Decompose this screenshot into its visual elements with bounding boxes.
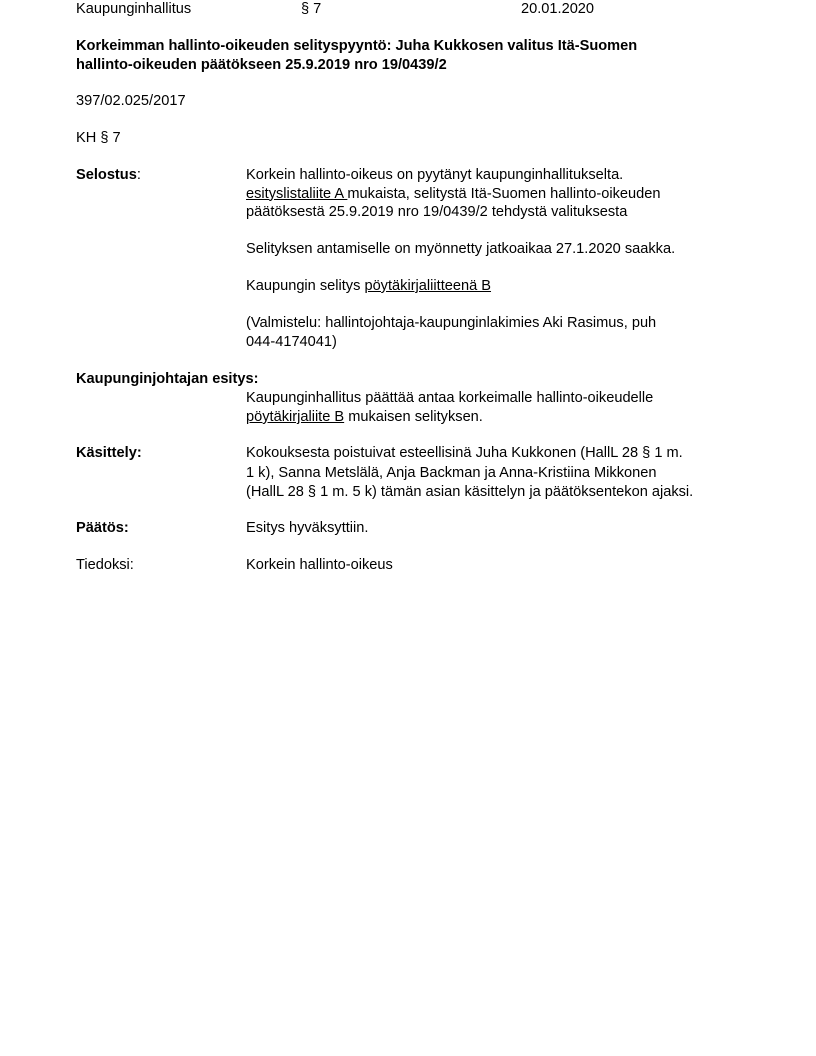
header-section: § 7: [301, 1, 322, 17]
kasittely-line1: Kokouksesta poistuivat esteellisinä Juha Kukkonen (HallL 28 § 1 m.: [246, 445, 683, 461]
esityslistaliite-a-link[interactable]: esityslistaliite A: [246, 185, 348, 202]
header-body: Kaupunginhallitus: [76, 1, 192, 17]
selostus-body: [246, 166, 746, 222]
tiedoksi-text: Korkein hallinto-oikeus: [246, 557, 393, 573]
document-title: [76, 37, 637, 75]
esitys-body: [246, 389, 653, 427]
paatos-text: Esitys hyväksyttiin.: [246, 520, 369, 536]
selostus-p4-line2: 044-4174041): [246, 334, 337, 350]
selostus-p1-after-link: mukaista, selitystä Itä-Suomen hallinto-oikeuden: [347, 185, 661, 202]
selostus-paragraph-4: [246, 314, 656, 352]
selostus-p3-before: Kaupungin selitys: [246, 278, 365, 294]
kasittely-label: Käsittely:: [76, 445, 142, 461]
selostus-paragraph-1: [246, 166, 746, 222]
poytakirjaliitteena-b-link[interactable]: pöytäkirjaliitteenä B: [364, 278, 492, 294]
tiedoksi-label: Tiedoksi:: [76, 557, 134, 573]
selostus-p1-line1: Korkein hallinto-oikeus on pyytänyt kaupunginhallitukselta.: [246, 167, 624, 183]
selostus-paragraph-3: [246, 277, 491, 295]
poytakirjaliite-b-link[interactable]: pöytäkirjaliite B: [246, 409, 345, 425]
title-line-1: Korkeimman hallinto-oikeuden selityspyyntö: Juha Kukkosen valitus Itä-Suomen: [76, 38, 638, 54]
kasittely-line2: 1 k), Sanna Metslälä, Anja Backman ja Anna-Kristiina Mikkonen: [246, 464, 657, 481]
title-line-2: hallinto-oikeuden päätökseen 25.9.2019 nro 19/0439/2: [76, 57, 447, 73]
kasittely-line3: (HallL 28 § 1 m. 5 k) tämän asian käsittelyn ja päätöksentekon ajaksi.: [246, 484, 694, 500]
esitys-after-link: mukaisen selityksen.: [344, 409, 483, 425]
selostus-paragraph-2: Selityksen antamiselle on myönnetty jatkoaikaa 27.1.2020 saakka.: [246, 241, 676, 257]
kasittely-body: [246, 444, 693, 503]
selostus-label-text: Selostus: [76, 167, 137, 183]
esitys-line1: Kaupunginhallitus päättää antaa korkeimalle hallinto-oikeudelle: [246, 390, 654, 406]
kh-reference: KH § 7: [76, 130, 121, 146]
selostus-p1-line3: päätöksestä 25.9.2019 nro 19/0439/2 tehdystä valituksesta: [246, 204, 628, 220]
esitys-line2: [246, 408, 653, 427]
record-number: 397/02.025/2017: [76, 93, 186, 109]
paatos-label: Päätös:: [76, 520, 129, 536]
selostus-p4-line1: (Valmistelu: hallintojohtaja-kaupunginlakimies Aki Rasimus, puh: [246, 315, 657, 331]
selostus-label: [76, 166, 141, 184]
header-date: 20.01.2020: [521, 1, 595, 17]
esitys-label: Kaupunginjohtajan esitys:: [76, 371, 259, 387]
selostus-label-colon: :: [136, 167, 141, 183]
